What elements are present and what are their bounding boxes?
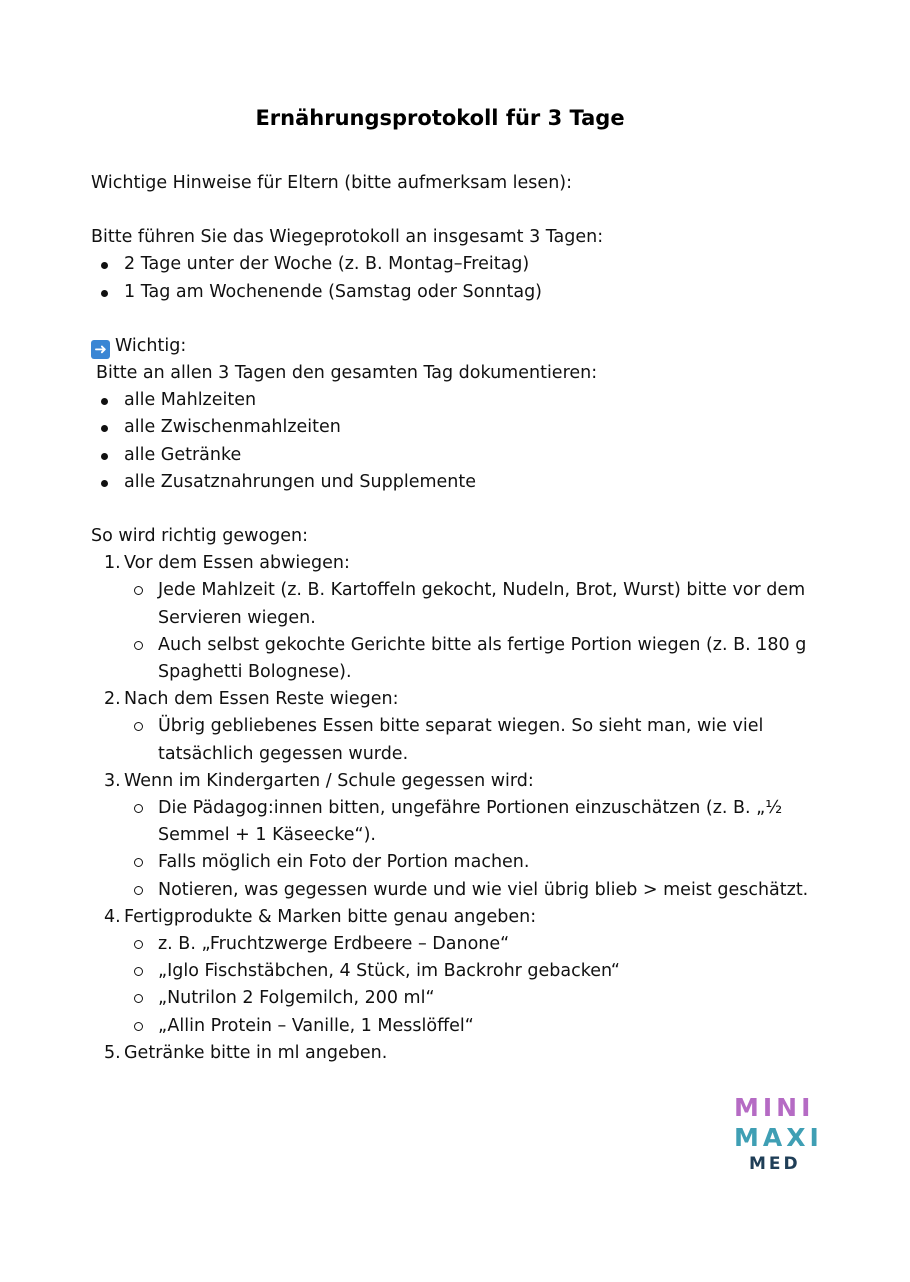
step-label: Getränke bitte in ml angeben. bbox=[124, 1042, 388, 1063]
step-sublist bbox=[124, 795, 831, 904]
step-sublist bbox=[124, 931, 831, 1040]
intro-text: Wichtige Hinweise für Eltern (bitte aufmerksam lesen): bbox=[91, 173, 573, 193]
step-sublist bbox=[124, 577, 831, 686]
logo-line-med: MED bbox=[749, 1154, 801, 1174]
step-label: Fertigprodukte & Marken bitte genau angeben: bbox=[124, 906, 537, 927]
sub-item: „Allin Protein – Vanille, 1 Messlöffel“ bbox=[124, 1013, 831, 1040]
minimaxi-med-logo bbox=[734, 1093, 824, 1175]
logo-line-mini: MINI bbox=[734, 1093, 815, 1122]
page-title: Ernährungsprotokoll für 3 Tage bbox=[255, 106, 625, 130]
step-number: 5. bbox=[104, 1042, 121, 1063]
step-number: 1. bbox=[104, 553, 121, 574]
sub-item: Auch selbst gekochte Gerichte bitte als fertige Portion wiegen (z. B. 180 g Spaghetti Bolognese). bbox=[124, 632, 831, 686]
sub-item: Jede Mahlzeit (z. B. Kartoffeln gekocht, Nudeln, Brot, Wurst) bitte vor dem Servieren wiegen. bbox=[124, 577, 831, 631]
sub-item: Notieren, was gegessen wurde und wie viel übrig blieb > meist geschätzt. bbox=[124, 877, 831, 904]
logo-line-maxi: MAXI bbox=[734, 1123, 823, 1152]
step-number: 4. bbox=[104, 906, 121, 927]
right-arrow-icon: ➜ bbox=[91, 340, 110, 359]
sub-item: Übrig gebliebenes Essen bitte separat wiegen. So sieht man, wie viel tatsächlich gegessen wurde. bbox=[124, 713, 831, 767]
step-label: Nach dem Essen Reste wiegen: bbox=[124, 689, 399, 710]
step-item bbox=[91, 550, 831, 686]
weighing-steps bbox=[91, 550, 831, 1067]
step-label: Vor dem Essen abwiegen: bbox=[124, 553, 350, 574]
sub-item: Falls möglich ein Foto der Portion machen. bbox=[124, 849, 831, 876]
important-text: Bitte an allen 3 Tagen den gesamten Tag dokumentieren: bbox=[96, 363, 598, 384]
list-item: alle Zusatznahrungen und Supplemente bbox=[91, 469, 831, 496]
step-item bbox=[91, 768, 831, 904]
sub-item: „Iglo Fischstäbchen, 4 Stück, im Backrohr gebacken“ bbox=[124, 958, 831, 985]
step-number: 2. bbox=[104, 689, 121, 710]
sub-item: „Nutrilon 2 Folgemilch, 200 ml“ bbox=[124, 985, 831, 1012]
days-intro-text: Bitte führen Sie das Wiegeprotokoll an insgesamt 3 Tagen: bbox=[91, 227, 604, 248]
step-item bbox=[91, 1040, 831, 1067]
sub-item: Die Pädagog:innen bitten, ungefähre Portionen einzuschätzen (z. B. „½ Semmel + 1 Käseecke“). bbox=[124, 795, 831, 849]
step-item bbox=[91, 686, 831, 768]
list-item: alle Mahlzeiten bbox=[91, 387, 831, 414]
step-sublist bbox=[124, 713, 831, 767]
list-item: 2 Tage unter der Woche (z. B. Montag–Freitag) bbox=[91, 251, 831, 278]
step-label: Wenn im Kindergarten / Schule gegessen wird: bbox=[124, 770, 534, 791]
step-item bbox=[91, 904, 831, 1040]
sub-item: z. B. „Fruchtzwerge Erdbeere – Danone“ bbox=[124, 931, 831, 958]
weighing-heading: So wird richtig gewogen: bbox=[91, 526, 309, 547]
list-item: alle Getränke bbox=[91, 442, 831, 469]
important-heading bbox=[91, 333, 831, 360]
list-item: 1 Tag am Wochenende (Samstag oder Sonntag) bbox=[91, 279, 831, 306]
list-item: alle Zwischenmahlzeiten bbox=[91, 414, 831, 441]
step-number: 3. bbox=[104, 770, 121, 791]
document-body bbox=[91, 170, 831, 1067]
important-label: Wichtig: bbox=[115, 335, 187, 356]
days-list bbox=[91, 251, 831, 305]
important-list bbox=[91, 387, 831, 496]
